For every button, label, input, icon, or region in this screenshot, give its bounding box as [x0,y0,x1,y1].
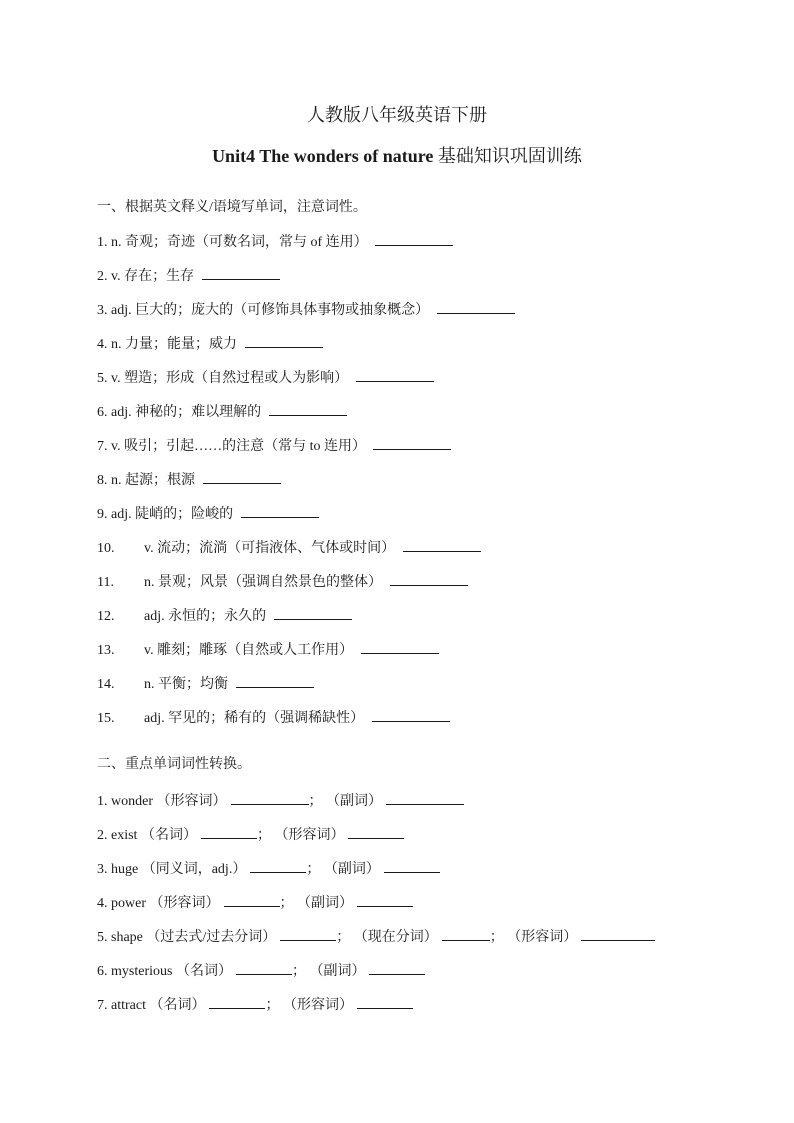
answer-blank[interactable] [236,960,292,975]
section1-item-3: 3. adj. 巨大的；庞大的（可修饰具体事物或抽象概念） [97,299,515,320]
section2-item-3: 3. huge （同义词，adj.） ； （副词） [97,858,440,879]
answer-blank[interactable] [231,790,309,805]
answer-blank[interactable] [581,926,655,941]
section1-item-8: 8. n. 起源；根源 [97,469,281,490]
section1-item-2: 2. v. 存在；生存 [97,265,280,286]
section1-item-11: 11. n. 景观；风景（强调自然景色的整体） [97,571,468,592]
answer-blank[interactable] [386,790,464,805]
subtitle-unit: Unit4 The wonders of nature [212,146,434,166]
answer-blank[interactable] [442,926,490,941]
answer-blank[interactable] [236,673,314,688]
answer-blank[interactable] [202,265,280,280]
section1-item-5: 5. v. 塑造；形成（自然过程或人为影响） [97,367,434,388]
answer-blank[interactable] [357,892,413,907]
answer-blank[interactable] [384,858,440,873]
answer-blank[interactable] [348,824,404,839]
section1-item-9: 9. adj. 陡峭的；险峻的 [97,503,319,524]
section1-item-1: 1. n. 奇观；奇迹（可数名词，常与 of 连用） [97,231,453,252]
answer-blank[interactable] [390,571,468,586]
answer-blank[interactable] [201,824,257,839]
answer-blank[interactable] [245,333,323,348]
section1-item-6: 6. adj. 神秘的；难以理解的 [97,401,347,422]
answer-blank[interactable] [250,858,306,873]
section2-item-6: 6. mysterious （名词） ； （副词） [97,960,425,981]
section2-item-5: 5. shape （过去式/过去分词） ； （现在分词） ； （形容词） [97,926,655,947]
answer-blank[interactable] [373,435,451,450]
section1-item-10: 10. v. 流动；流淌（可指液体、气体或时间） [97,537,481,558]
answer-blank[interactable] [375,231,453,246]
answer-blank[interactable] [361,639,439,654]
answer-blank[interactable] [224,892,280,907]
section1-item-14: 14. n. 平衡；均衡 [97,673,314,694]
answer-blank[interactable] [372,707,450,722]
answer-blank[interactable] [269,401,347,416]
section1-item-13: 13. v. 雕刻；雕琢（自然或人工作用） [97,639,439,660]
answer-blank[interactable] [203,469,281,484]
section2-item-7: 7. attract （名词） ； （形容词） [97,994,413,1015]
section1-item-12: 12. adj. 永恒的；永久的 [97,605,352,626]
answer-blank[interactable] [357,994,413,1009]
section1-heading: 一、根据英文释义/语境写单词，注意词性。 [97,200,367,215]
answer-blank[interactable] [274,605,352,620]
section1-item-7: 7. v. 吸引；引起……的注意（常与 to 连用） [97,435,451,456]
section2-heading: 二、重点单词词性转换。 [97,757,251,772]
section2-item-2: 2. exist （名词） ； （形容词） [97,824,404,845]
answer-blank[interactable] [356,367,434,382]
answer-blank[interactable] [280,926,336,941]
answer-blank[interactable] [369,960,425,975]
answer-blank[interactable] [241,503,319,518]
answer-blank[interactable] [209,994,265,1009]
section1-item-4: 4. n. 力量；能量；威力 [97,333,323,354]
subtitle-topic: 基础知识巩固训练 [433,146,582,166]
answer-blank[interactable] [437,299,515,314]
section1-item-15: 15. adj. 罕见的；稀有的（强调稀缺性） [97,707,450,728]
page-title: 人教版八年级英语下册 [307,105,487,125]
section2-item-4: 4. power （形容词） ； （副词） [97,892,413,913]
page-subtitle [0,145,794,167]
answer-blank[interactable] [403,537,481,552]
section2-item-1: 1. wonder （形容词） ； （副词） [97,790,464,811]
